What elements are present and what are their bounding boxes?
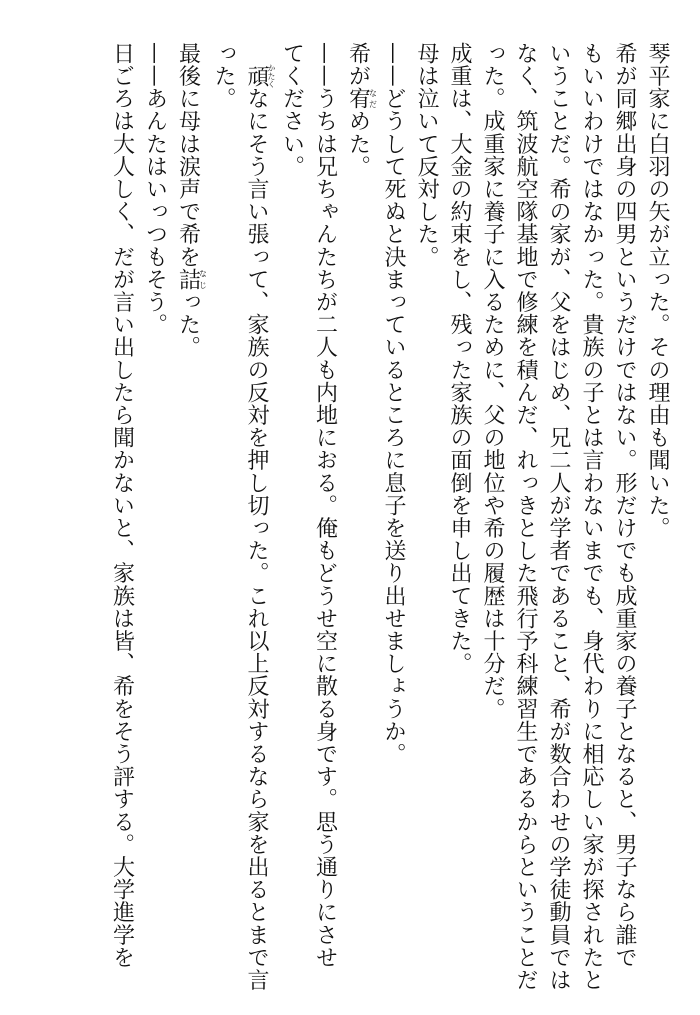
ruby-base: 詰 xyxy=(175,268,201,291)
ruby-reading: かたく xyxy=(267,63,276,88)
text-column xyxy=(575,42,608,992)
text-segment: 希が同郷出身の四男というだけではない。形だけでも成重家の養子となると、男子なら誰で xyxy=(612,42,637,969)
text-column xyxy=(476,42,509,977)
text-segment: 日ごろは大人しく、だが言い出したら聞かないと、家族は皆、希をそう評する。大学進学を xyxy=(109,42,135,969)
ruby-base: 頑 xyxy=(244,63,269,88)
text-segment: った。 xyxy=(175,290,201,359)
text-column xyxy=(240,42,276,992)
text-segment: 希が xyxy=(345,42,371,88)
text-segment: てください。 xyxy=(279,42,305,178)
text-segment: ——あんたはいっつもそう。 xyxy=(142,42,168,336)
text-segment: った。成重家に養子に入るために、父の地位や希の履歴は十分だ。 xyxy=(480,42,505,720)
text-segment: 最後に母は涙声で希を xyxy=(175,42,201,268)
text-column xyxy=(342,42,378,977)
ruby-reading: なじ xyxy=(198,268,208,291)
text-segment: った。 xyxy=(211,42,236,110)
ruby-annotation xyxy=(175,268,208,291)
text-column xyxy=(641,42,674,977)
text-column xyxy=(106,42,139,977)
text-segment: ——うちは兄ちゃんたちが二人も内地におる。俺もどうせ空に散る身です。思う通りにさせ xyxy=(312,42,338,969)
text-segment xyxy=(244,42,269,65)
text-segment: 琴平家に白羽の矢が立った。その理由も聞いた。 xyxy=(645,42,670,540)
text-column xyxy=(443,42,476,977)
text-column xyxy=(207,42,240,977)
ruby-base: 宥 xyxy=(345,87,371,110)
text-column xyxy=(509,42,542,992)
text-segment: なにそう言い張って、家族の反対を押し切った。これ以上反対するなら家を出るとまで言 xyxy=(244,87,269,992)
text-segment: めた。 xyxy=(345,109,371,178)
text-column xyxy=(410,42,443,977)
vertical-text-body xyxy=(106,42,675,992)
text-column xyxy=(139,42,172,977)
ruby-annotation xyxy=(244,63,276,88)
text-column xyxy=(309,42,342,977)
text-column xyxy=(377,42,410,977)
text-segment: なく、筑波航空隊基地で修練を積んだ、れっきとした飛行予科練習生であるからということだ xyxy=(513,42,538,992)
text-column xyxy=(276,42,309,977)
text-column xyxy=(542,42,575,992)
text-column xyxy=(608,42,641,977)
text-segment: いうことだ。希の家が、父をはじめ、兄二人が学者であること、希が数合わせの学徒動員では xyxy=(546,42,571,992)
text-column xyxy=(172,42,208,977)
text-segment: もいいわけではなかった。貴族の子とは言わないまでも、身代わりに相応しい家が探されたと xyxy=(579,42,604,992)
ruby-reading: なだ xyxy=(368,87,378,110)
ruby-annotation xyxy=(345,87,378,110)
text-segment: ——どうして死ぬと決まっているところに息子を送り出せましょうか。 xyxy=(381,42,406,766)
text-segment: 母は泣いて反対した。 xyxy=(414,42,439,268)
text-segment: 成重は、大金の約束をし、残った家族の面倒を申し出てきた。 xyxy=(447,42,472,675)
